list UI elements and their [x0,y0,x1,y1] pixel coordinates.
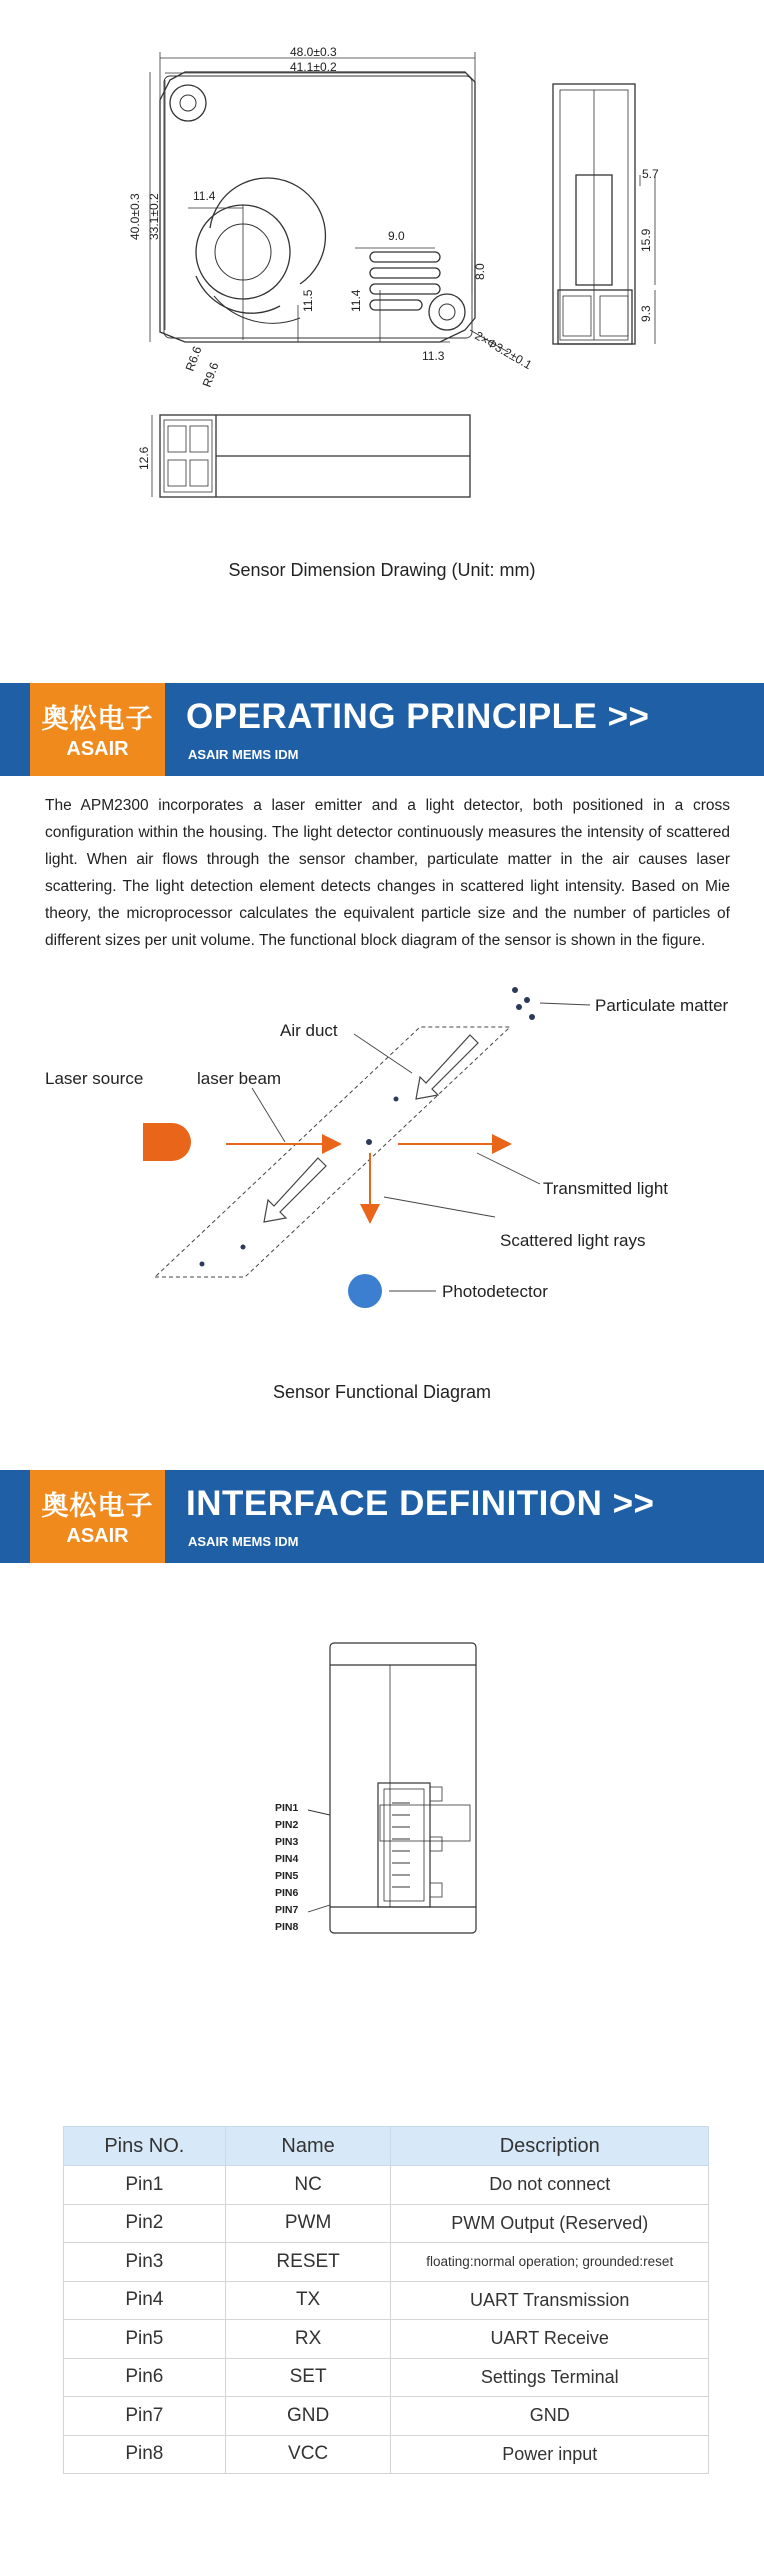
header-pins-no: Pins NO. [64,2127,226,2166]
dim-slot-height: 8.0 [473,263,487,280]
pin-name: NC [225,2166,391,2205]
dim-thickness: 12.6 [137,446,151,470]
pin-name: GND [225,2397,391,2436]
flow-arrow-upper [416,1035,478,1099]
pin-number: Pin4 [64,2281,226,2320]
sensor-side-outline [330,1643,476,1933]
laser-source-shape [143,1123,191,1161]
table-header-row [64,2127,709,2166]
pin-description: PWM Output (Reserved) [391,2204,709,2243]
dim-hole-y: 11.4 [349,289,363,312]
dim-hole-spec: 2×Φ3.2±0.1 [472,328,535,373]
section-subtitle: ASAIR MEMS IDM [188,747,299,762]
dim-hole-offset: 11.3 [422,349,445,363]
logo-cn-text: 奥松电子 [41,1491,154,1522]
pin-number: Pin1 [64,2166,226,2205]
intake-outer [210,178,325,284]
dim-port-height: 11.5 [301,289,315,312]
pin-number: Pin7 [64,2397,226,2436]
table-row [64,2166,709,2205]
photodetector-shape [348,1274,382,1308]
pin-connector [378,1783,430,1907]
pin-name: RESET [225,2243,391,2282]
interface-banner [0,1470,764,1563]
table-row [64,2243,709,2282]
pin-label: PIN1 [275,1802,299,1814]
label-particulate-matter: Particulate matter [595,996,729,1015]
pin-label: PIN2 [275,1819,299,1831]
label-photodetector: Photodetector [442,1282,548,1301]
pin-label: PIN8 [275,1921,299,1933]
label-transmitted-light: Transmitted light [543,1179,669,1198]
dim-side-bottom: 9.3 [639,305,653,322]
section-subtitle: ASAIR MEMS IDM [188,1534,299,1549]
table-row [64,2397,709,2436]
pin-description: Power input [391,2435,709,2474]
header-name: Name [225,2127,391,2166]
dimension-drawing [0,0,764,560]
dim-side-top: 5.7 [642,167,659,181]
pin-description: UART Receive [391,2320,709,2359]
pin-label: PIN4 [275,1853,299,1865]
connector-drawing [0,1635,764,2115]
pin-name: VCC [225,2435,391,2474]
table-row [64,2358,709,2397]
logo-cn-text: 奥松电子 [41,704,154,735]
table-row [64,2320,709,2359]
principle-banner [0,683,764,776]
dim-radius-large: R9.6 [199,360,222,390]
pin-label: PIN6 [275,1887,299,1899]
logo-en-text: ASAIR [66,1525,129,1547]
dim-hole-x: 11.4 [193,189,216,203]
pin-description: floating:normal operation; grounded:reset [391,2243,709,2282]
table-row [64,2281,709,2320]
pin-name: SET [225,2358,391,2397]
asair-logo [30,683,165,776]
pin-description: Do not connect [391,2166,709,2205]
dim-height-outer: 40.0±0.3 [128,193,142,240]
dim-width-outer: 48.0±0.3 [290,45,337,59]
principle-paragraph: The APM2300 incorporates a laser emitter and a light detector, both positioned in a cross configuration within the housing. The light detector continuously measures the intensity of scattered light. When air flows through the sensor chamber, particulate matter in the air causes laser scattering. The light detection element detects changes in scattered light intensity. Based on Mie theory, the microprocessor calculates the equivalent particle size and the number of particles of different sizes per unit volume. The functional block diagram of the sensor is shown in the figure. [45,797,730,949]
pin-number: Pin8 [64,2435,226,2474]
asair-logo [30,1470,165,1563]
label-laser-beam: laser beam [197,1069,282,1088]
pin-description: UART Transmission [391,2281,709,2320]
pin-label: PIN7 [275,1904,299,1916]
pin-name: RX [225,2320,391,2359]
section-title: INTERFACE DEFINITION >> [186,1484,655,1523]
dim-height-inner: 33.1±0.2 [147,193,161,240]
table-row [64,2435,709,2474]
dim-slot-width: 9.0 [388,229,405,243]
pin-label: PIN5 [275,1870,299,1882]
header-description: Description [391,2127,709,2166]
functional-diagram [0,975,764,1335]
dim-radius-small: R6.6 [182,344,205,374]
pin-description: GND [391,2397,709,2436]
label-air-duct: Air duct [280,1021,338,1040]
pin-name: TX [225,2281,391,2320]
dimension-caption: Sensor Dimension Drawing (Unit: mm) [228,560,536,580]
logo-en-text: ASAIR [66,738,129,760]
dim-width-inner: 41.1±0.2 [290,60,337,74]
functional-caption: Sensor Functional Diagram [272,1382,492,1402]
pin-number: Pin6 [64,2358,226,2397]
label-scattered-light: Scattered light rays [500,1231,646,1250]
pin-number: Pin5 [64,2320,226,2359]
pin-label: PIN3 [275,1836,299,1848]
section-title: OPERATING PRINCIPLE >> [186,697,650,736]
pin-definition-table [63,2126,709,2474]
label-laser-source: Laser source [45,1069,144,1088]
pin-number: Pin3 [64,2243,226,2282]
dim-side-mid: 15.9 [639,228,653,252]
table-row [64,2204,709,2243]
pin-description: Settings Terminal [391,2358,709,2397]
pin-name: PWM [225,2204,391,2243]
pin-number: Pin2 [64,2204,226,2243]
flow-arrow-lower [264,1158,326,1222]
